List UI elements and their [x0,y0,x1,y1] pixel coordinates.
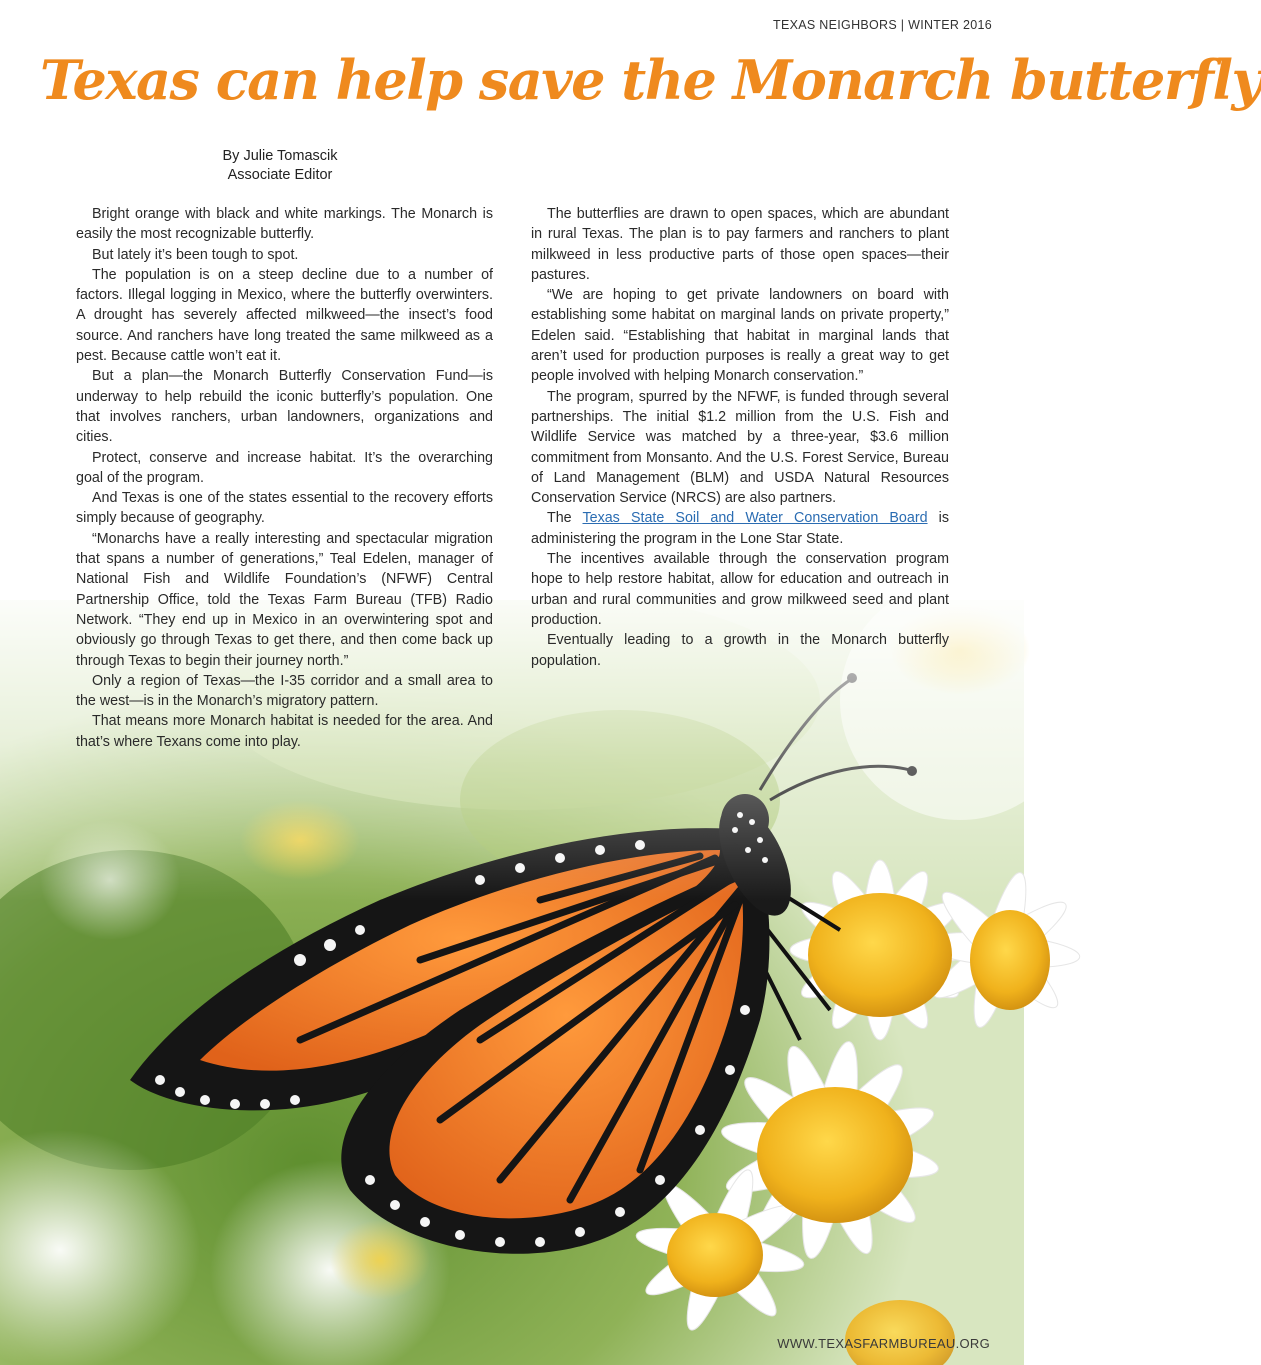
byline-title: Associate Editor [227,167,333,183]
byline [180,147,380,185]
paragraph: Protect, conserve and increase habitat. It’s the overarching goal of the program. [76,449,493,486]
paragraph: “We are hoping to get private landowners on board with establishing some habitat on marginal lands on private property,” Edelen said. “Establishing that habitat in marginal lands that aren’t used for production purposes is really a great way to get people involved with helping Monarch conservation.” [531,287,949,385]
article-column-right [531,204,949,671]
paragraph: The program, spurred by the NFWF, is funded through several partnerships. The initial $1.2 million from the U.S. Fish and Wildlife Service was matched by a three-year, $3.6 million commitment from Monsanto. And the U.S. Forest Service, Bureau of Land Management (BLM) and USDA Natural Resources Conservation Service (NRCS) are also partners. [531,388,949,507]
running-head: TEXAS NEIGHBORS | WINTER 2016 [773,18,992,32]
paragraph: The butterflies are drawn to open spaces, which are abundant in rural Texas. The plan is to pay farmers and ranchers to plant milkweed in less productive parts of those open spaces—their pastures. [531,206,949,283]
paragraph: The incentives available through the conservation program hope to help restore habitat, allow for education and outreach in urban and rural communities and grow milkweed seed and plant production. [531,551,949,628]
paragraph: And Texas is one of the states essential to the recovery efforts simply because of geography. [76,490,493,527]
paragraph: But lately it’s been tough to spot. [92,246,299,263]
paragraph: Eventually leading to a growth in the Monarch butterfly population. [531,632,949,669]
paragraph: Only a region of Texas—the I-35 corridor and a small area to the west—is in the Monarch’s migratory pattern. [76,672,493,710]
paragraph: That means more Monarch habitat is needed for the area. And that’s where Texans come into play. [76,713,493,750]
paragraph-text: The [547,510,583,527]
headline: Texas can help save the Monarch butterfly [40,48,1261,112]
paragraph-text: is administering the program in the Lone Star State. [531,510,949,547]
tsswcb-link[interactable]: Texas State Soil and Water Conservation Board [582,510,928,527]
paragraph: The population is on a steep decline due to a number of factors. Illegal logging in Mexico, where the butterfly overwinters. A drought has severely affected milkweed—the insect’s food source. And ranchers have long treated the same milkweed as a pest. Because cattle won’t eat it. [76,266,493,365]
paragraph: Bright orange with black and white markings. The Monarch is easily the most recognizable butterfly. [76,206,493,243]
footer-url: WWW.TEXASFARMBUREAU.ORG [777,1336,990,1351]
article-column-left [76,204,493,752]
paragraph-with-link [531,508,949,549]
paragraph: But a plan—the Monarch Butterfly Conservation Fund—is underway to help rebuild the iconic butterfly’s population. One that involves ranchers, urban landowners, organizations and cities. [76,368,493,446]
byline-author: By Julie Tomascik [222,148,338,164]
paragraph: “Monarchs have a really interesting and spectacular migration that spans a number of generations,” Teal Edelen, manager of National Fish and Wildlife Foundation’s (NFWF) Central Partnership Office, told the Texas Farm Bureau (TFB) Radio Network. “They end up in Mexico in an overwintering spot and obviously go through Texas to get there, and then come back up through Texas to begin their journey north.” [76,530,493,669]
